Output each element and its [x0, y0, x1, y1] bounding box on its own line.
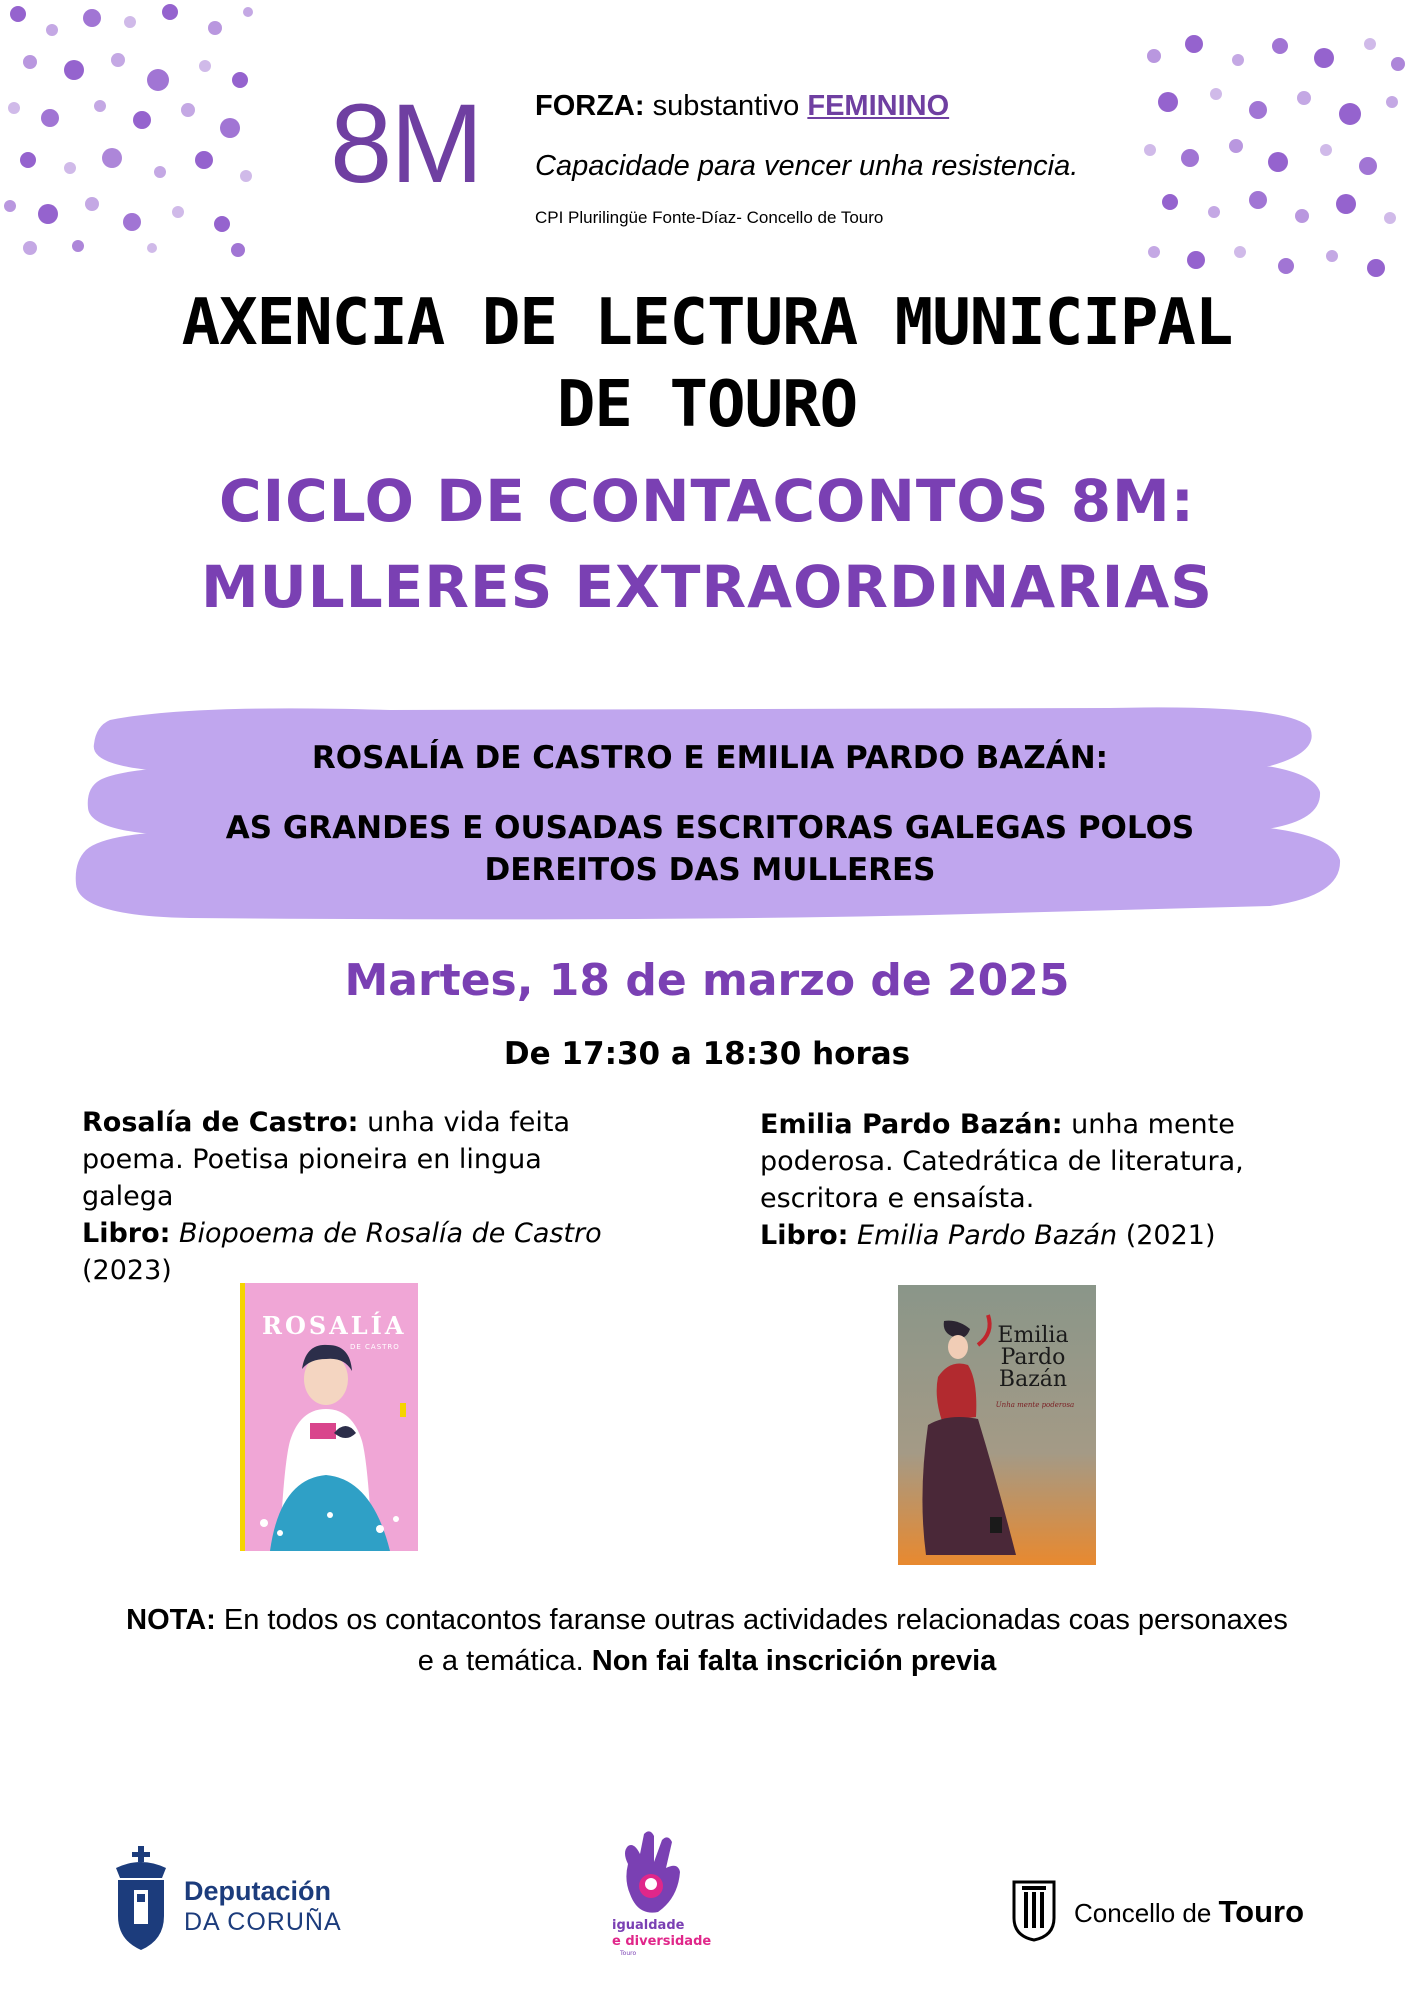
- emilia-book-cover: [898, 1285, 1096, 1565]
- rosalia-description: [82, 1104, 682, 1289]
- touro-shield-icon: [1010, 1878, 1058, 1942]
- forza-rest: substantivo: [644, 90, 808, 122]
- emilia-book-label: Libro:: [760, 1220, 849, 1251]
- event-date: Martes, 18 de marzo de 2025: [344, 955, 1070, 1006]
- hand-icon: [618, 1828, 684, 1916]
- note-label: NOTA:: [126, 1604, 216, 1636]
- rosalia-book-title: Biopoema de Rosalía de Castro: [170, 1218, 602, 1249]
- emilia-cover-line1: Emilia: [997, 1323, 1069, 1348]
- igualdade-line2: e diversidade: [612, 1934, 712, 1949]
- emilia-cover-title: [970, 1325, 1096, 1391]
- rosalia-name: Rosalía de Castro:: [82, 1107, 359, 1138]
- emilia-desc-b: poderosa. Catedrática de literatura,: [760, 1146, 1244, 1177]
- emilia-desc-a: unha mente: [1062, 1109, 1235, 1140]
- banner-line1: ROSALÍA DE CASTRO E EMILIA PARDO BAZÁN:: [311, 740, 1109, 776]
- igualdade-line1: igualdade: [612, 1918, 685, 1933]
- rosalia-desc-c: galega: [82, 1181, 174, 1212]
- rosalia-desc-b: poema. Poetisa pioneira en lingua: [82, 1144, 542, 1175]
- igualdade-line3: Touro: [620, 1950, 637, 1957]
- emilia-cover-sub: Unha mente poderosa: [995, 1401, 1075, 1409]
- deputacion-line2: DA CORUÑA: [184, 1908, 342, 1936]
- concello-touro-logo: [1010, 1878, 1330, 1948]
- emilia-cover-line3: Bazán: [998, 1367, 1068, 1392]
- emilia-description: [760, 1106, 1380, 1254]
- rosalia-book-year: (2023): [82, 1255, 172, 1286]
- concello-label: [1074, 1894, 1304, 1930]
- cycle-title-line2: MULLERES EXTRAORDINARIAS: [200, 553, 1214, 621]
- main-title: [0, 282, 1414, 446]
- rosalia-cover-title: ROSALÍA: [262, 1311, 407, 1340]
- emilia-book-title: Emilia Pardo Bazán: [848, 1220, 1118, 1251]
- coat-of-arms-icon: [110, 1846, 172, 1950]
- note-text2: e a temática.: [417, 1645, 592, 1677]
- igualdade-diversidade-logo: [612, 1828, 732, 1968]
- main-title-line2: DE TOURO: [556, 368, 858, 442]
- note-text: En todos os contacontos faranse outras actividades relacionadas coas personaxes: [215, 1604, 1288, 1636]
- forza-definition-heading: [535, 90, 949, 123]
- rosalia-book-label: Libro:: [82, 1218, 171, 1249]
- emilia-cover-line2: Pardo: [1000, 1345, 1066, 1370]
- dots-decoration-left: [0, 0, 260, 260]
- emilia-desc-c: escritora e ensaísta.: [760, 1183, 1035, 1214]
- concello-name: Touro: [1218, 1894, 1305, 1929]
- cycle-title-line1: CICLO DE CONTACONTOS 8M:: [219, 467, 1195, 535]
- deputacion-line1: Deputación: [184, 1876, 332, 1906]
- forza-word: FORZA:: [535, 90, 645, 122]
- deputacion-coruna-logo: [110, 1846, 350, 1956]
- rosalia-book-cover: [240, 1283, 418, 1551]
- concello-pre: Concello de: [1074, 1898, 1219, 1928]
- event-hours: De 17:30 a 18:30 horas: [503, 1036, 911, 1072]
- main-title-line1: AXENCIA DE LECTURA MUNICIPAL: [181, 286, 1233, 360]
- 8m-heading: 8M: [330, 81, 482, 206]
- definition-text: Capacidade para vencer unha resistencia.: [535, 150, 1079, 182]
- school-credit: CPI Plurilingüe Fonte-Díaz- Concello de Touro: [535, 208, 884, 227]
- note-emphasis: Non fai falta inscrición previa: [591, 1645, 997, 1677]
- note-paragraph: [40, 1600, 1374, 1682]
- banner-line2: AS GRANDES E OUSADAS ESCRITORAS GALEGAS POLOS: [225, 810, 1195, 846]
- feminino-word: FEMININO: [807, 90, 950, 122]
- banner-line3: DEREITOS DAS MULLERES: [484, 852, 936, 888]
- cycle-title: [0, 458, 1414, 630]
- dots-decoration-right: [1140, 30, 1410, 280]
- rosalia-cover-sub: DE CASTRO: [350, 1343, 400, 1351]
- rosalia-desc-a: unha vida feita: [358, 1107, 571, 1138]
- emilia-name: Emilia Pardo Bazán:: [760, 1109, 1063, 1140]
- emilia-book-year: (2021): [1117, 1220, 1216, 1251]
